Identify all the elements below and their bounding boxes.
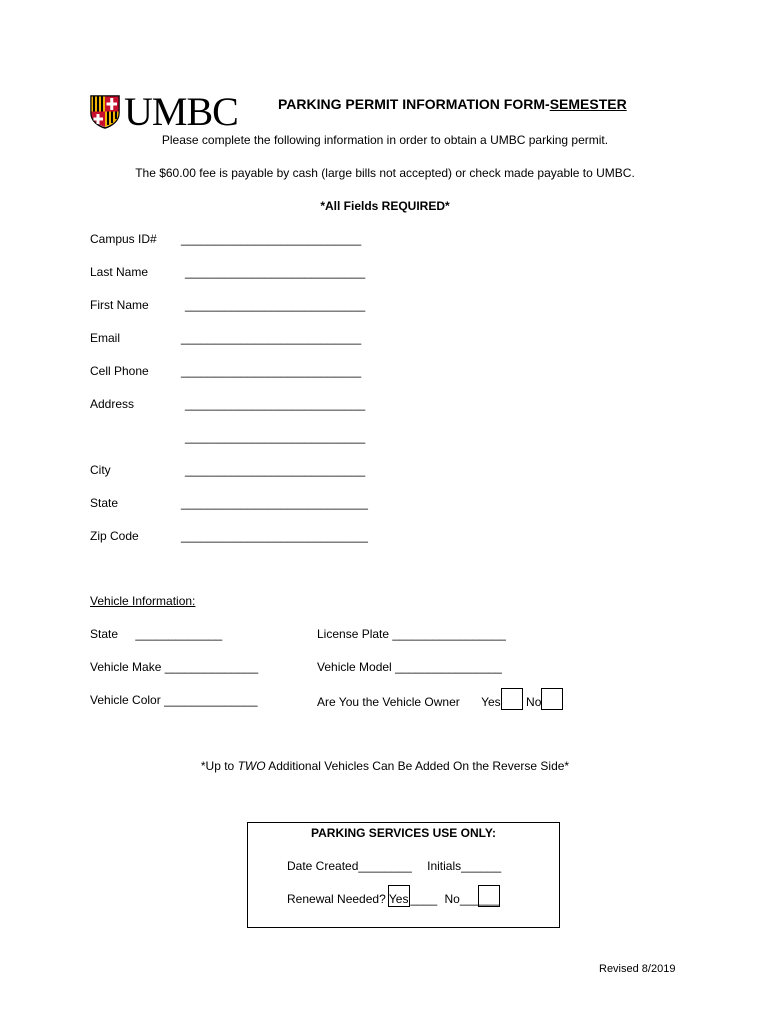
renewal-label: Renewal Needed? [287,892,386,906]
required-note: *All Fields REQUIRED* [320,199,450,213]
field-line-campus-id[interactable]: ___________________________ [181,232,362,246]
vehicle-model-label: Vehicle Model [317,660,392,674]
vehicle-state-row [90,627,222,641]
additional-vehicles-note [0,759,770,773]
intro-line-1: Please complete the following information in order to obtain a UMBC parking permit. [161,133,609,147]
owner-no-label: No [526,695,542,709]
logo-text: UMBC [124,89,238,134]
field-line-email[interactable]: ___________________________ [181,331,362,345]
maryland-shield-icon [90,95,120,129]
vehicle-model-line[interactable]: ________________ [395,660,502,674]
vehicle-make-line[interactable]: ______________ [164,660,259,674]
office-use-box [247,822,560,928]
owner-yes-label: Yes [481,695,501,709]
vehicle-owner-row [317,688,563,710]
vehicle-state-line[interactable]: _____________ [135,627,223,641]
vehicle-color-label: Vehicle Color [90,693,161,707]
field-label-campus-id: Campus ID# [90,232,157,246]
license-plate-row [317,627,506,641]
title-emphasis: SEMESTER [549,96,627,112]
vehicle-make-row [90,660,258,674]
note-pre: *Up to [200,759,238,773]
vehicle-owner-label: Are You the Vehicle Owner [317,695,460,709]
field-label-address: Address [90,397,135,411]
field-line-cell-phone[interactable]: ___________________________ [181,364,362,378]
renewal-no-label: No [444,892,460,906]
vehicle-color-row [90,693,258,707]
field-line-last-name[interactable]: ___________________________ [185,265,366,279]
renewal-yes-label: Yes [388,892,409,906]
note-emphasis: TWO [237,759,266,773]
field-label-last-name: Last Name [90,265,149,279]
initials-field[interactable]: Initials______ [427,859,502,873]
renewal-yes-line: ____ [410,892,438,906]
field-line-state[interactable]: ____________________________ [181,496,368,510]
vehicle-model-row [317,660,502,674]
owner-no-checkbox[interactable] [541,688,563,710]
date-created-field[interactable]: Date Created________ [287,859,412,873]
vehicle-state-label: State [90,627,119,641]
umbc-logo [90,89,238,134]
vehicle-make-label: Vehicle Make [90,660,162,674]
field-line-city[interactable]: ___________________________ [185,463,366,477]
field-line-address-1[interactable]: ___________________________ [185,397,366,411]
vehicle-heading: Vehicle Information: [90,594,196,608]
owner-yes-checkbox[interactable] [501,688,523,710]
field-label-city: City [90,463,111,477]
intro-line-2: The $60.00 fee is payable by cash (large bills not accepted) or check made payable to UMBC. [135,166,635,180]
renewal-yes-checkbox[interactable] [388,885,410,907]
revised-date: Revised 8/2019 [599,963,676,975]
field-line-zip-code[interactable]: ____________________________ [181,529,368,543]
vehicle-color-line[interactable]: ______________ [164,693,258,707]
license-plate-label: License Plate [317,627,390,641]
date-created-row [287,859,501,873]
field-line-address-2[interactable]: ___________________________ [185,430,366,444]
office-use-heading: PARKING SERVICES USE ONLY: [311,826,496,840]
field-label-zip-code: Zip Code [90,529,139,543]
page-title [278,96,627,112]
field-label-first-name: First Name [90,298,149,312]
field-label-email: Email [90,331,121,345]
field-label-cell-phone: Cell Phone [90,364,149,378]
renewal-row [287,885,500,907]
field-line-first-name[interactable]: ___________________________ [185,298,366,312]
note-post: Additional Vehicles Can Be Added On the Reverse Side* [265,759,570,773]
field-label-state: State [90,496,119,510]
renewal-no-line: ______ [459,892,500,906]
license-plate-line[interactable]: _________________ [392,627,506,641]
title-main: PARKING PERMIT INFORMATION FORM- [278,96,550,112]
